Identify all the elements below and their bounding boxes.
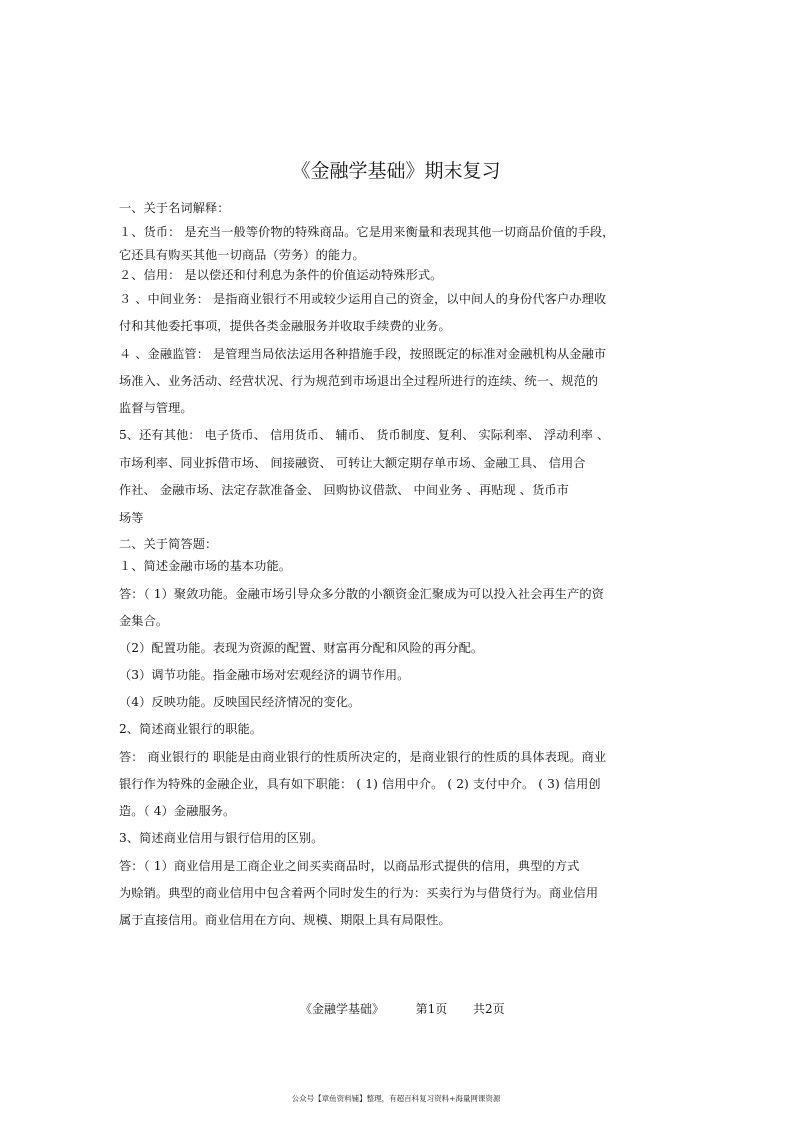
text-line: 它还具有购买其他一切商品（劳务）的能力。 [119, 248, 365, 262]
text-line: ３ 、中间业务： 是指商业银行不用或较少运用自己的资金，以中间人的身份代客户办理收 [119, 292, 607, 306]
text-line: 为赊销。典型的商业信用中包含着两个同时发生的行为：买卖行为与借贷行为。商业信用 [119, 886, 599, 900]
text-line: 属于直接信用。商业信用在方向、规模、期限上具有局限性。 [119, 913, 451, 927]
section-heading: 二、关于简答题： [119, 537, 218, 551]
text-line: 银行作为特殊的金融企业，具有如下职能： ( 1) 信用中介。 ( 2) 支付中介。 ( 3) 信用创 [119, 777, 601, 791]
text-line: ２、信用： 是以偿还和付利息为条件的价值运动特殊形式。 [119, 268, 443, 282]
text-line: 市场利率、同业拆借市场、 间接融资、 可转让大额定期存单市场、金融工具、 信用合 [119, 456, 586, 470]
footer-page-total: 共2页 [472, 1002, 505, 1016]
footer-page-number: 第1页 [415, 1002, 448, 1016]
question-line: １、简述金融市场的基本功能。 [119, 559, 292, 573]
source-note: 公众号【章鱼资料铺】整理，有超百科复习资料+海量网课资源 [291, 1094, 501, 1103]
text-line: （3）调节功能。指金融市场对宏观经济的调节作用。 [119, 668, 410, 682]
footer-book-title: 《金融学基础》 [300, 1002, 385, 1016]
text-line: 付和其他委托事项，提供各类金融服务并收取手续费的业务。 [119, 319, 451, 333]
text-line: 监督与管理。 [119, 401, 193, 415]
question-line: 2、简述商业银行的职能。 [119, 722, 263, 736]
text-line: ４ 、金融监管： 是管理当局依法运用各种措施手段，按照既定的标准对金融机构从金融市 [119, 347, 607, 361]
text-line: １、货币： 是充当一般等价物的特殊商品。它是用来衡量和表现其他一切商品价值的手段， [119, 225, 615, 239]
page-footer [300, 1000, 505, 1017]
text-line: 场准入、业务活动、经营状况、行为规范到市场退出全过程所进行的连续、统一、规范的 [119, 374, 599, 388]
text-line: 5、还有其他： 电子货币、 信用货币、 辅币、 货币制度、复利、 实际利率、 浮动利率 、 [119, 428, 610, 442]
text-line: 场等 [119, 511, 144, 525]
question-line: 3、简述商业信用与银行信用的区别。 [119, 831, 324, 845]
page-title: 《金融学基础》期末复习 [291, 160, 501, 182]
section-heading: 一、关于名词解释： [119, 201, 230, 215]
text-line: 作社、 金融市场、法定存款准备金、 回购协议借款、 中间业务 、再贴现 、货币市 [119, 483, 569, 497]
text-line: （2）配置功能。表现为资源的配置、财富再分配和风险的再分配。 [119, 641, 484, 655]
text-line: （4）反映功能。反映国民经济情况的变化。 [119, 695, 361, 709]
text-line: 答： 商业银行的 职能是由商业银行的性质所决定的，是商业银行的性质的具体表现。商业 [119, 750, 607, 764]
text-line: 答：（ 1）聚敛功能。金融市场引导众多分散的小额资金汇聚成为可以投入社会再生产的资 [119, 587, 604, 601]
text-line: 造。（ 4）金融服务。 [119, 804, 236, 818]
text-line: 答：（ 1）商业信用是工商企业之间买卖商品时，以商品形式提供的信用，典型的方式 [119, 859, 580, 873]
text-line: 金集合。 [119, 614, 169, 628]
